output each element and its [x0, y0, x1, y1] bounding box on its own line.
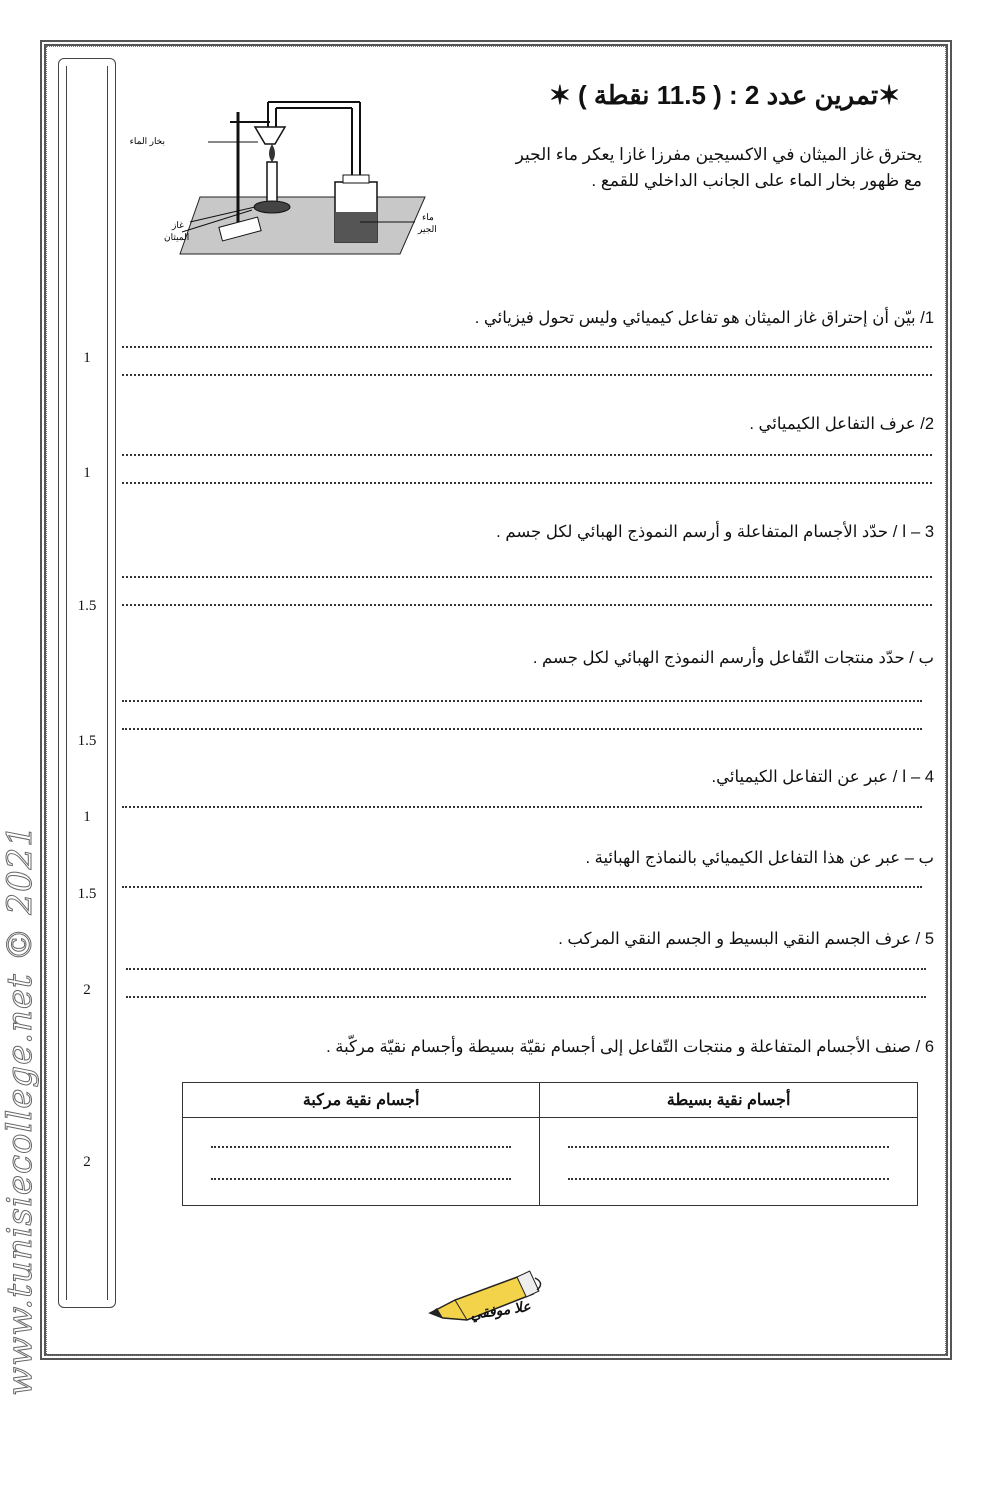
answer-line[interactable] — [122, 576, 932, 578]
label-methane-2: الميثان — [164, 232, 190, 242]
score-q2: 1 — [83, 465, 91, 481]
answer-line[interactable] — [122, 886, 922, 888]
answer-line[interactable] — [211, 1128, 511, 1148]
score-q4a: 1 — [83, 809, 91, 825]
intro-line-1: يحترق غاز الميثان في الاكسيجين مفرزا غازا يعكر ماء الجير — [515, 145, 922, 164]
answer-line[interactable] — [122, 604, 932, 606]
score-q4b: 1.5 — [77, 886, 97, 902]
score-margin-column — [66, 66, 108, 1300]
exercise-title: ✶تمرين عدد 2 : ( 11.5 نقطة ) ✶ — [548, 80, 900, 110]
cell-compound-substances[interactable] — [183, 1118, 540, 1206]
answer-line[interactable] — [211, 1160, 511, 1180]
classification-table — [182, 1082, 918, 1206]
answer-line[interactable] — [122, 728, 922, 730]
answer-line[interactable] — [122, 482, 932, 484]
score-q5: 2 — [83, 982, 91, 998]
answer-line[interactable] — [126, 996, 926, 998]
question-2: 2/ عرف التفاعل الكيميائي . — [749, 415, 934, 433]
question-6: 6 / صنف الأجسام المتفاعلة و منتجات التّفاعل إلى أجسام نقيّة بسيطة وأجسام نقيّة مركّبة . — [326, 1038, 934, 1056]
score-q6: 2 — [83, 1154, 91, 1170]
question-1: 1/ بيّن أن إحتراق غاز الميثان هو تفاعل كيميائي وليس تحول فيزيائي . — [474, 309, 934, 327]
question-4a: 4 – ا / عبر عن التفاعل الكيميائي. — [711, 768, 934, 786]
label-water-vapor: بخار الماء — [129, 136, 165, 146]
watermark: www.tunisiecollege.net © 2021 — [0, 824, 40, 1396]
answer-line[interactable] — [568, 1128, 889, 1148]
question-5: 5 / عرف الجسم النقي البسيط و الجسم النقي المركب . — [558, 930, 934, 948]
question-3a: 3 – ا / حدّد الأجسام المتفاعلة و أرسم النموذج الهبائي لكل جسم . — [496, 523, 934, 541]
question-3b: ب / حدّد منتجات التّفاعل وأرسم النموذج الهبائي لكل جسم . — [532, 649, 934, 667]
cell-simple-substances[interactable] — [540, 1118, 918, 1206]
label-limewater-1: ماء — [422, 212, 434, 222]
answer-line[interactable] — [122, 374, 932, 376]
score-q3a: 1.5 — [77, 598, 97, 614]
header-simple-substances: أجسام نقية بسيطة — [540, 1083, 918, 1118]
methane-combustion-apparatus — [129, 82, 460, 272]
answer-line[interactable] — [568, 1160, 889, 1180]
intro-line-2: مع ظهور بخار الماء على الجانب الداخلي للقمع . — [591, 171, 922, 190]
answer-line[interactable] — [122, 806, 922, 808]
answer-line[interactable] — [122, 454, 932, 456]
score-q1: 1 — [83, 350, 91, 366]
answer-line[interactable] — [122, 346, 932, 348]
label-methane-1: غاز — [172, 220, 184, 230]
question-4b: ب – عبر عن هذا التفاعل الكيميائي بالنماذج الهبائية . — [585, 849, 934, 867]
answer-line[interactable] — [122, 700, 922, 702]
signature: علا موفقي — [469, 1297, 532, 1323]
exercise-intro — [422, 142, 922, 194]
header-compound-substances: أجسام نقية مركبة — [183, 1083, 540, 1118]
answer-line[interactable] — [126, 968, 926, 970]
score-q3b: 1.5 — [77, 733, 97, 749]
label-limewater-2: الجير — [418, 224, 437, 234]
